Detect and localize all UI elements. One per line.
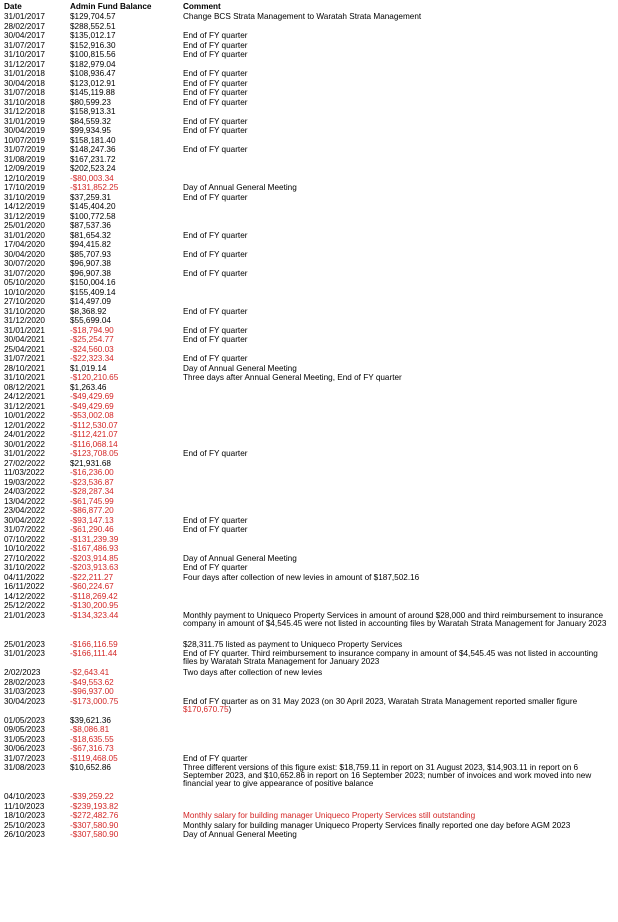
comment-cell <box>183 260 614 270</box>
date-cell: 31/10/2020 <box>4 306 45 316</box>
balance-cell: -$166,116.59 <box>70 639 118 649</box>
balance-cell: -$131,239.39 <box>70 534 119 544</box>
balance-cell: -$166,111.44 <box>70 649 118 658</box>
comment-cell <box>183 412 614 422</box>
comment-cell <box>183 99 614 109</box>
date-cell: 31/07/2019 <box>4 145 45 154</box>
date-cell: 31/07/2020 <box>4 268 45 278</box>
date-column-header: Date <box>4 2 22 11</box>
balance-cell: $99,934.95 <box>70 126 111 135</box>
balance-cell: $96,907.38 <box>70 268 111 278</box>
comment-text: End of FY quarter <box>183 449 248 458</box>
date-cell: 11/03/2022 <box>4 468 45 477</box>
comment-text: End of FY quarter <box>183 306 248 316</box>
balance-cell: $94,415.82 <box>70 240 111 249</box>
comment-cell <box>183 612 614 641</box>
date-cell: 31/07/2023 <box>4 753 45 763</box>
date-cell: 17/10/2019 <box>4 183 45 192</box>
balance-cell: $81,654.32 <box>70 230 111 240</box>
balance-cell: $150,004.16 <box>70 278 116 287</box>
date-cell: 07/10/2022 <box>4 534 45 544</box>
date-cell: 30/04/2022 <box>4 515 45 525</box>
comment-cell <box>183 745 614 755</box>
balance-cell: -$28,287.34 <box>70 487 114 496</box>
date-cell: 30/04/2018 <box>4 78 45 88</box>
comment-text: Day of Annual General Meeting <box>183 183 297 192</box>
comment-cell <box>183 479 614 489</box>
date-cell: 31/01/2021 <box>4 325 45 335</box>
balance-cell: $100,772.58 <box>70 211 116 221</box>
comment-cell <box>183 536 614 546</box>
balance-cell: -$123,708.05 <box>70 449 119 458</box>
comment-cell <box>183 498 614 508</box>
comment-cell <box>183 726 614 736</box>
comment-text: End of FY quarter <box>183 354 248 363</box>
date-cell: 31/07/2018 <box>4 88 45 97</box>
comment-text: End of FY quarter <box>183 192 248 202</box>
comment-cell <box>183 507 614 517</box>
comment-cell <box>183 184 614 194</box>
balance-cell: $14,497.09 <box>70 297 111 306</box>
comment-text: End of FY quarter <box>183 126 248 135</box>
date-cell: 19/03/2022 <box>4 477 45 487</box>
balance-cell: $288,552.51 <box>70 21 116 31</box>
balance-cell: -$96,937.00 <box>70 687 114 696</box>
comment-cell <box>183 23 614 33</box>
comment-text: $28,311.75 listed as payment to Uniqueco Property Services <box>183 639 403 649</box>
comment-cell <box>183 469 614 479</box>
comment-cell <box>183 270 614 280</box>
balance-cell: $8,368.92 <box>70 306 107 316</box>
comment-cell <box>183 194 614 204</box>
comment-cell <box>183 89 614 99</box>
comment-highlight: $170,670.75 <box>183 704 229 714</box>
balance-cell: -$23,536.87 <box>70 477 114 487</box>
date-cell: 31/12/2021 <box>4 401 45 411</box>
date-cell: 31/01/2017 <box>4 12 45 21</box>
date-cell: 11/10/2023 <box>4 801 45 811</box>
comment-cell <box>183 831 614 841</box>
date-cell: 05/10/2020 <box>4 278 45 287</box>
comment-cell <box>183 488 614 498</box>
balance-cell: $1,263.46 <box>70 382 107 392</box>
comment-text: Day of Annual General Meeting <box>183 553 297 563</box>
comment-cell <box>183 241 614 251</box>
date-cell: 28/02/2017 <box>4 21 45 31</box>
date-cell: 24/12/2021 <box>4 392 45 401</box>
balance-cell: -$49,429.69 <box>70 392 114 401</box>
balance-cell: $145,404.20 <box>70 202 116 211</box>
comment-highlight: Monthly salary for building manager Uniqueco Property Services still outstanding <box>183 811 476 820</box>
comment-text: End of FY quarter <box>183 88 248 97</box>
date-cell: 31/10/2019 <box>4 192 45 202</box>
comment-cell <box>183 517 614 527</box>
balance-cell: $123,012.91 <box>70 78 116 88</box>
comment-cell <box>183 108 614 118</box>
table-row <box>4 650 614 669</box>
date-cell: 31/01/2018 <box>4 69 45 78</box>
comment-text: Change BCS Strata Management to Waratah Strata Management <box>183 12 422 21</box>
balance-cell: -$167,486.93 <box>70 544 119 553</box>
balance-cell: -$8,086.81 <box>70 725 110 734</box>
date-cell: 31/08/2019 <box>4 154 45 164</box>
balance-cell: -$60,224.67 <box>70 582 114 591</box>
comment-text: Day of Annual General Meeting <box>183 830 297 839</box>
comment-cell <box>183 317 614 327</box>
comment-cell <box>183 32 614 42</box>
date-cell: 26/10/2023 <box>4 830 45 839</box>
comment-cell <box>183 764 614 793</box>
date-cell: 31/12/2019 <box>4 211 45 221</box>
comment-cell <box>183 298 614 308</box>
balance-cell: -$53,002.08 <box>70 411 114 420</box>
balance-cell: -$307,580.90 <box>70 820 119 830</box>
comment-text: Three days after Annual General Meeting, End of FY quarter <box>183 373 402 382</box>
balance-cell: -$93,147.13 <box>70 515 114 525</box>
comment-cell <box>183 61 614 71</box>
comment-cell <box>183 669 614 679</box>
balance-cell: $135,012.17 <box>70 31 116 40</box>
comment-text: End of FY quarter <box>183 97 248 107</box>
date-cell: 31/01/2022 <box>4 449 45 458</box>
date-cell: 27/10/2020 <box>4 297 45 306</box>
balance-cell: -$25,254.77 <box>70 335 114 344</box>
date-cell: 10/01/2022 <box>4 411 45 420</box>
balance-cell: -$39,259.22 <box>70 792 114 801</box>
date-cell: 31/10/2022 <box>4 563 45 572</box>
comment-text: End of FY quarter <box>183 78 248 88</box>
comment-tail: ) <box>228 704 232 714</box>
comment-cell <box>183 251 614 261</box>
comment-cell <box>183 403 614 413</box>
comment-text: End of FY quarter as on 31 May 2023 (on 30 April 2023, Waratah Strata Management reported smaller figure <box>183 696 578 706</box>
comment-column-header: Comment <box>183 2 221 11</box>
comment-cell <box>183 450 614 460</box>
date-cell: 30/07/2020 <box>4 259 45 268</box>
balance-cell: $84,559.32 <box>70 116 111 126</box>
date-cell: 10/07/2019 <box>4 135 45 145</box>
balance-cell: $182,979.04 <box>70 59 116 69</box>
comment-text: Three different versions of this figure exist: $18,759.11 in report on 31 August 2023, $14,903.11 in report on 6 September 2023, and $10,652.86 in report on 16 September 2023; number of invoices and work moved into new financial year to give appearance of positive balance <box>183 763 592 789</box>
comment-text: End of FY quarter <box>183 335 248 344</box>
table-body <box>4 13 614 841</box>
comment-text: Monthly payment to Uniqueco Property Services in amount of around $28,000 and third reimbursement to insurance company in amount of $4,545.45 were not listed in accounting files by Waratah Strata Management for January 2023 <box>183 610 607 628</box>
date-cell: 09/05/2023 <box>4 725 45 734</box>
date-cell: 27/10/2022 <box>4 553 45 563</box>
date-cell: 10/10/2022 <box>4 544 45 553</box>
comment-text: End of FY quarter <box>183 325 248 335</box>
balance-cell: -$120,210.65 <box>70 373 119 382</box>
date-cell: 30/01/2022 <box>4 439 45 449</box>
date-cell: 31/01/2023 <box>4 649 45 658</box>
balance-cell: -$61,290.46 <box>70 525 114 534</box>
comment-text: Two days after collection of new levies <box>183 668 323 677</box>
date-cell: 31/12/2018 <box>4 107 45 116</box>
comment-cell <box>183 679 614 689</box>
date-cell: 30/04/2017 <box>4 31 45 40</box>
balance-cell: -$118,269.42 <box>70 591 118 601</box>
balance-cell: $158,181.40 <box>70 135 116 145</box>
comment-text: Four days after collection of new levies in amount of $187,502.16 <box>183 572 420 582</box>
date-cell: 30/04/2021 <box>4 335 45 344</box>
date-cell: 25/01/2023 <box>4 639 45 649</box>
comment-text: Monthly salary for building manager Uniqueco Property Services finally reported one day before AGM 2023 <box>183 820 571 830</box>
date-cell: 31/08/2023 <box>4 763 45 772</box>
balance-cell: -$130,200.95 <box>70 601 119 610</box>
date-cell: 04/10/2023 <box>4 792 45 801</box>
comment-text: Day of Annual General Meeting <box>183 363 297 373</box>
balance-cell: $80,599.23 <box>70 97 111 107</box>
comment-cell <box>183 736 614 746</box>
comment-cell <box>183 431 614 441</box>
balance-cell: -$86,877.20 <box>70 506 114 515</box>
balance-cell: $145,119.88 <box>70 88 115 97</box>
date-cell: 14/12/2022 <box>4 591 45 601</box>
balance-cell: -$307,580.90 <box>70 830 119 839</box>
balance-cell: -$173,000.75 <box>70 696 119 706</box>
comment-text: End of FY quarter <box>183 525 248 534</box>
balance-cell: -$119,468.05 <box>70 753 118 763</box>
date-cell: 12/01/2022 <box>4 420 45 430</box>
balance-cell: -$112,421.07 <box>70 430 118 439</box>
date-cell: 08/12/2021 <box>4 382 45 392</box>
comment-cell <box>183 346 614 356</box>
date-cell: 12/10/2019 <box>4 173 45 183</box>
date-cell: 30/04/2023 <box>4 696 45 706</box>
date-cell: 18/10/2023 <box>4 811 45 820</box>
balance-cell: -$116,068.14 <box>70 439 118 449</box>
comment-cell <box>183 289 614 299</box>
comment-cell <box>183 137 614 147</box>
comment-cell <box>183 422 614 432</box>
comment-cell <box>183 374 614 384</box>
comment-cell <box>183 13 614 23</box>
balance-cell: -$18,635.55 <box>70 734 114 744</box>
comment-cell <box>183 70 614 80</box>
comment-cell <box>183 42 614 52</box>
comment-cell <box>183 441 614 451</box>
balance-cell: -$61,745.99 <box>70 496 114 506</box>
date-cell: 12/09/2019 <box>4 164 45 173</box>
comment-cell <box>183 222 614 232</box>
comment-cell <box>183 526 614 536</box>
date-cell: 31/01/2019 <box>4 116 45 126</box>
comment-cell <box>183 80 614 90</box>
date-cell: 01/05/2023 <box>4 715 45 725</box>
comment-cell <box>183 327 614 337</box>
date-cell: 24/01/2022 <box>4 430 45 439</box>
date-cell: 21/01/2023 <box>4 610 45 620</box>
comment-cell <box>183 698 614 717</box>
balance-cell: $1,019.14 <box>70 363 107 373</box>
date-cell: 30/04/2020 <box>4 249 45 259</box>
date-cell: 31/05/2023 <box>4 734 45 744</box>
balance-cell: -$22,323.34 <box>70 354 114 363</box>
balance-cell: -$134,323.44 <box>70 610 119 620</box>
table-row <box>4 612 614 641</box>
balance-cell: $39,621.36 <box>70 715 111 725</box>
balance-cell: $152,916.30 <box>70 40 116 50</box>
balance-cell: $158,913.31 <box>70 107 116 116</box>
date-cell: 17/04/2020 <box>4 240 45 249</box>
date-cell: 31/03/2023 <box>4 687 45 696</box>
comment-text: End of FY quarter <box>183 753 248 763</box>
comment-text: End of FY quarter <box>183 116 248 126</box>
balance-cell: $100,815.56 <box>70 50 116 59</box>
balance-cell: -$67,316.73 <box>70 744 114 753</box>
balance-cell: -$22,211.27 <box>70 572 114 582</box>
date-cell: 23/04/2022 <box>4 506 45 515</box>
comment-text: End of FY quarter <box>183 40 248 50</box>
balance-cell: $167,231.72 <box>70 154 116 164</box>
date-cell: 28/02/2023 <box>4 677 45 687</box>
comment-cell <box>183 593 614 603</box>
comment-text: End of FY quarter <box>183 69 248 78</box>
date-cell: 30/04/2019 <box>4 126 45 135</box>
comment-text: End of FY quarter <box>183 268 248 278</box>
balance-cell: $155,409.14 <box>70 287 116 297</box>
balance-cell: $85,707.93 <box>70 249 111 259</box>
comment-cell <box>183 717 614 727</box>
date-cell: 14/12/2019 <box>4 202 45 211</box>
date-cell: 28/10/2021 <box>4 363 45 373</box>
date-cell: 10/10/2020 <box>4 287 45 297</box>
comment-text: End of FY quarter <box>183 515 248 525</box>
table-row <box>4 831 614 841</box>
date-cell: 30/06/2023 <box>4 744 45 753</box>
balance-cell: $108,936.47 <box>70 69 116 78</box>
comment-cell <box>183 118 614 128</box>
date-cell: 31/10/2017 <box>4 50 45 59</box>
comment-cell <box>183 165 614 175</box>
comment-text: End of FY quarter <box>183 230 248 240</box>
balance-cell: -$112,530.07 <box>70 420 118 430</box>
comment-cell <box>183 127 614 137</box>
comment-cell <box>183 336 614 346</box>
date-cell: 27/02/2022 <box>4 458 45 468</box>
comment-cell <box>183 393 614 403</box>
comment-text: End of FY quarter. Third reimbursement to insurance company in amount of $4,545.45 was not listed in accounting files by Waratah Strata Management for January 2023 <box>183 649 598 667</box>
comment-cell <box>183 51 614 61</box>
comment-cell <box>183 203 614 213</box>
date-cell: 04/11/2022 <box>4 572 45 582</box>
comment-cell <box>183 460 614 470</box>
date-cell: 2/02/2023 <box>4 668 41 677</box>
balance-cell: -$80,003.34 <box>70 173 114 183</box>
balance-cell: $202,523.24 <box>70 164 116 173</box>
balance-cell: -$239,193.82 <box>70 801 119 811</box>
balance-cell: $10,652.86 <box>70 763 111 772</box>
comment-cell <box>183 213 614 223</box>
date-cell: 31/07/2021 <box>4 354 45 363</box>
comment-text: End of FY quarter <box>183 249 248 259</box>
date-cell: 31/01/2020 <box>4 230 45 240</box>
balance-cell: $55,699.04 <box>70 316 111 325</box>
date-cell: 31/07/2017 <box>4 40 45 50</box>
comment-text: End of FY quarter <box>183 50 248 59</box>
table-row <box>4 698 614 717</box>
comment-text: End of FY quarter <box>183 145 248 154</box>
date-cell: 25/10/2023 <box>4 820 45 830</box>
balance-cell: $21,931.68 <box>70 458 111 468</box>
balance-column-header: Admin Fund Balance <box>70 2 152 11</box>
balance-cell: $129,704.57 <box>70 12 116 21</box>
date-cell: 31/10/2021 <box>4 373 45 382</box>
date-cell: 13/04/2022 <box>4 496 45 506</box>
comment-cell <box>183 279 614 289</box>
comment-cell <box>183 146 614 156</box>
comment-cell <box>183 793 614 803</box>
comment-text: End of FY quarter <box>183 563 248 572</box>
comment-text: End of FY quarter <box>183 31 248 40</box>
comment-cell <box>183 156 614 166</box>
balance-cell: -$49,553.62 <box>70 677 114 687</box>
date-cell: 16/11/2022 <box>4 582 45 591</box>
date-cell: 31/10/2018 <box>4 97 45 107</box>
balance-cell: -$2,643.41 <box>70 668 110 677</box>
comment-cell <box>183 583 614 593</box>
balance-cell: $148,247.36 <box>70 145 116 154</box>
comment-cell <box>183 650 614 669</box>
date-cell: 31/12/2017 <box>4 59 45 69</box>
balance-cell: -$203,913.63 <box>70 563 119 572</box>
balance-cell: -$272,482.76 <box>70 811 119 820</box>
balance-cell: -$24,560.03 <box>70 344 114 354</box>
comment-cell <box>183 308 614 318</box>
date-cell: 31/12/2020 <box>4 316 45 325</box>
date-cell: 24/03/2022 <box>4 487 45 496</box>
balance-cell: $87,537.36 <box>70 221 111 230</box>
balance-cell: $37,259.31 <box>70 192 111 202</box>
balance-cell: $96,907.38 <box>70 259 111 268</box>
date-cell: 25/12/2022 <box>4 601 45 610</box>
balance-cell: -$49,429.69 <box>70 401 114 411</box>
comment-cell <box>183 555 614 565</box>
table-row <box>4 764 614 793</box>
date-cell: 25/01/2020 <box>4 221 45 230</box>
comment-cell <box>183 384 614 394</box>
date-cell: 25/04/2021 <box>4 344 45 354</box>
comment-cell <box>183 232 614 242</box>
date-cell: 31/07/2022 <box>4 525 45 534</box>
balance-cell: -$131,852.25 <box>70 183 119 192</box>
balance-cell: -$203,914.85 <box>70 553 119 563</box>
balance-cell: -$16,236.00 <box>70 468 114 477</box>
balance-cell: -$18,794.90 <box>70 325 114 335</box>
comment-cell <box>183 574 614 584</box>
